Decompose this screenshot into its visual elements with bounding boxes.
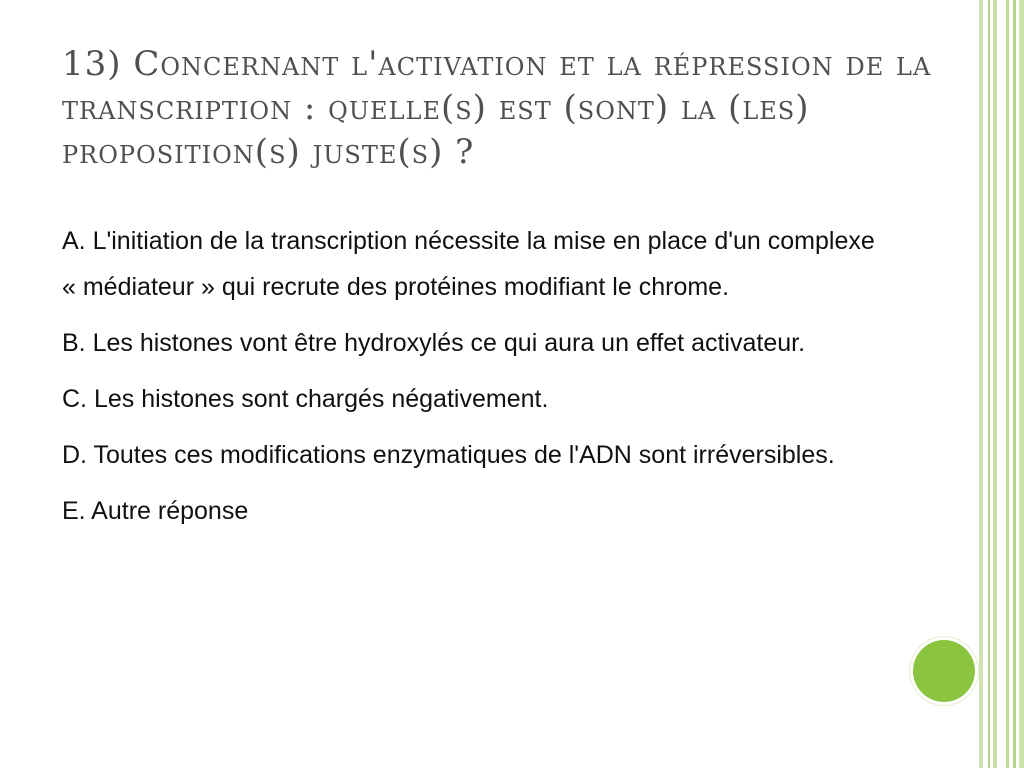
decorative-stripe: [979, 0, 983, 768]
option-c: C. Les histones sont chargés négativement.: [62, 385, 549, 413]
option-e: E. Autre réponse: [62, 497, 249, 525]
decorative-stripe: [988, 0, 990, 768]
option-d: D. Toutes ces modifications enzymatiques de l'ADN sont irréversibles.: [62, 441, 835, 469]
slide-title: 13) Concernant l'activation et la répression de la transcription : quelle(s) est (sont) la (les) proposition(s) juste(s) ?: [62, 44, 932, 172]
green-circle-icon: [913, 640, 975, 702]
decorative-stripe: [1006, 0, 1009, 768]
decorative-stripe: [1013, 0, 1016, 768]
answer-options: [62, 218, 892, 544]
decorative-stripe: [1019, 0, 1024, 768]
decorative-stripe: [993, 0, 997, 768]
option-a: A. L'initiation de la transcription nécessite la mise en place d'un complexe « médiateur » qui recrute des protéines modifiant le chrome.: [62, 227, 875, 301]
option-b: B. Les histones vont être hydroxylés ce qui aura un effet activateur.: [62, 329, 806, 357]
